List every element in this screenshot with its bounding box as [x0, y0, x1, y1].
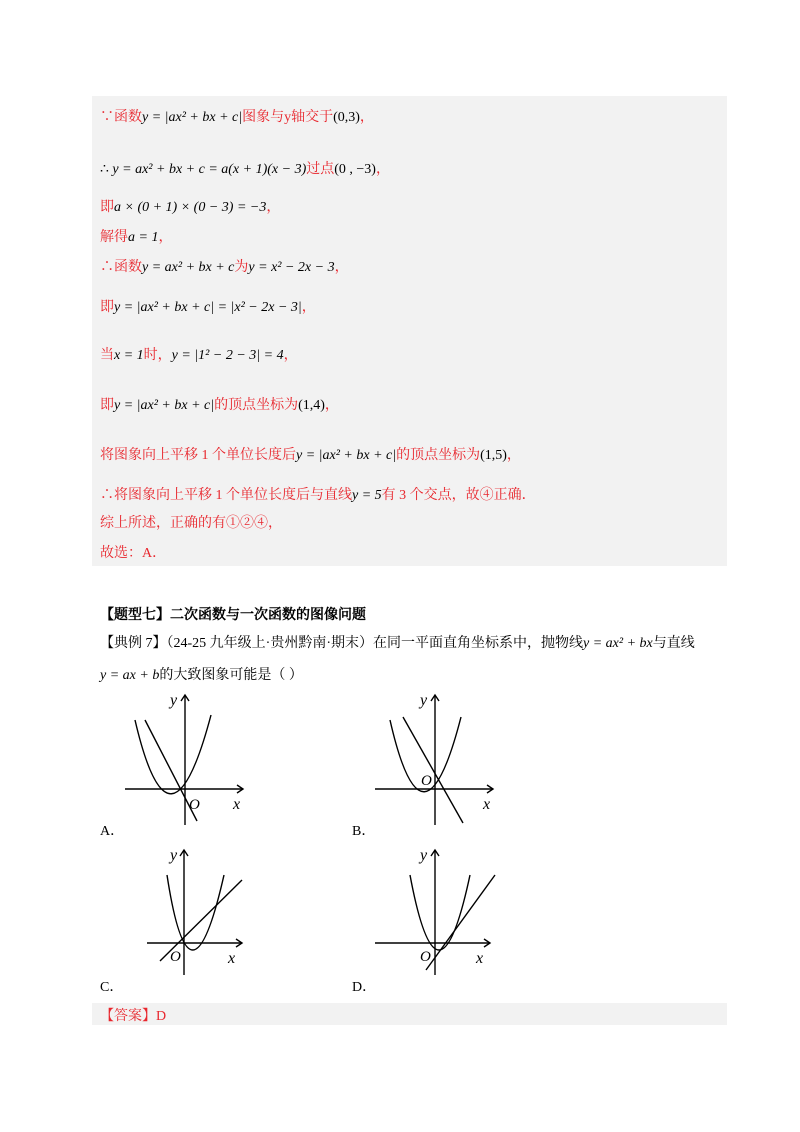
sol-line-2: ∴ y = ax² + bx + c = a(x + 1)(x − 3)过点(0 , −3)，: [100, 162, 390, 177]
option-a-label: A．: [100, 824, 125, 839]
y-label: y: [170, 692, 178, 709]
sol-line-11: 综上所述，正确的有①②④，: [100, 516, 282, 531]
graph-d: [370, 845, 505, 980]
svg-text:O: O: [170, 949, 181, 965]
example-line-2: y = ax + b的大致图象可能是（ ）: [100, 668, 303, 683]
sol-line-5: ∴函数y = ax² + bx + c为y = x² − 2x − 3，: [100, 260, 349, 275]
sol-line-4: 解得a = 1，: [100, 230, 173, 245]
svg-text:x: x: [476, 950, 484, 967]
option-c-label: C．: [100, 980, 124, 995]
sol-line-9: 将图象向上平移 1 个单位长度后y = |ax² + bx + c|的顶点坐标为(1,5)，: [100, 448, 521, 463]
origin-label: O: [189, 797, 200, 813]
sol-line-10: ∴将图象向上平移 1 个单位长度后与直线y = 5有 3 个交点，故④正确．: [100, 488, 536, 503]
graph-c: [142, 845, 257, 980]
option-d-label: D．: [352, 980, 377, 995]
svg-text:y: y: [420, 847, 428, 864]
sol-line-3: 即a × (0 + 1) × (0 − 3) = −3，: [100, 200, 281, 215]
example-tag: 【典例 7】: [100, 636, 167, 651]
parabola: [135, 715, 211, 794]
sol-line-7: 当x = 1时，y = |1² − 2 − 3| = 4，: [100, 348, 298, 363]
svg-text:y: y: [170, 847, 178, 864]
sol-line-6: 即y = |ax² + bx + c| = |x² − 2x − 3|，: [100, 300, 316, 315]
sol-line-1: ∵函数y = |ax² + bx + c|图象与y轴交于(0,3)，: [100, 110, 374, 125]
sol-line-8: 即y = |ax² + bx + c|的顶点坐标为(1,4)，: [100, 398, 339, 413]
x-label: x: [233, 796, 241, 813]
answer-text: 【答案】D: [100, 1009, 167, 1024]
sol-line-12: 故选：A．: [100, 546, 167, 561]
svg-text:O: O: [420, 949, 431, 965]
example-line-1: 【典例 7】（24-25 九年级上·贵州黔南·期末）在同一平面直角坐标系中，抛物线y = ax² + bx与直线: [100, 636, 695, 651]
svg-text:y: y: [420, 692, 428, 709]
answer-box: [92, 1003, 727, 1025]
svg-text:O: O: [421, 773, 432, 789]
graph-a: [115, 685, 255, 830]
section-heading: 【题型七】二次函数与一次函数的图像问题: [100, 607, 366, 623]
graph-b: [365, 685, 505, 830]
svg-text:x: x: [483, 796, 491, 813]
example-source: （24-25 九年级上·贵州黔南·期末）: [166, 636, 373, 651]
option-b-label: B．: [352, 824, 376, 839]
svg-text:x: x: [228, 950, 236, 967]
